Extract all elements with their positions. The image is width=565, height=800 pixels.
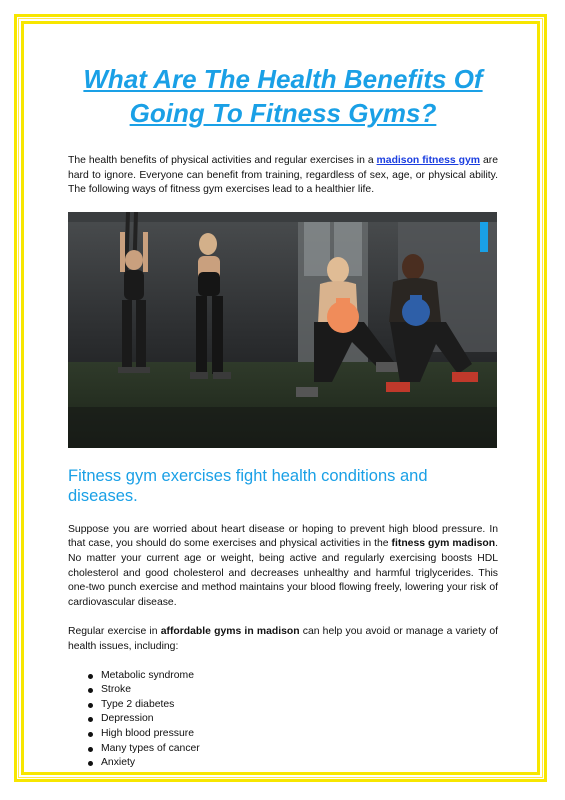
list-item: [68, 742, 498, 757]
list-item: [68, 669, 498, 684]
health-issues-paragraph: [68, 625, 498, 654]
list-item-label: High blood pressure: [101, 727, 194, 739]
bullet-icon: [88, 761, 93, 766]
bullet-icon: [88, 688, 93, 693]
bullet-icon: [88, 674, 93, 679]
bullet-icon: [88, 747, 93, 752]
list-item-label: Many types of cancer: [101, 742, 200, 754]
para2-text-end: . No matter your current age or weight, being active and regularly exercising boosts HDL cholesterol and good cholesterol and decreases unhealthy and harmful triglycerides. This one-two punch exercise and method maintains your blood flowing freely, lowering your risk of cardiovascular disease.: [68, 538, 498, 608]
fitness-gym-madison-keyword: fitness gym madison: [391, 538, 496, 550]
para3-text-start: Regular exercise in: [68, 626, 161, 638]
list-item: [68, 683, 498, 698]
list-item: [68, 756, 498, 771]
list-item-label: Depression: [101, 713, 154, 725]
list-item-label: Stroke: [101, 684, 132, 696]
list-item-label: Metabolic syndrome: [101, 669, 194, 681]
page-title: What Are The Health Benefits Of Going To Fitness Gyms?: [83, 64, 483, 128]
para3-text-end: can help you avoid or manage a variety of health issues, including:: [68, 626, 499, 652]
gym-workout-photo: [68, 212, 497, 448]
bullet-icon: [88, 703, 93, 708]
intro-text-end: are hard to ignore. Everyone can benefit from training, regardless of sex, age, or physical ability. The following ways of fitness gym exercises lead to a healthier life.: [68, 155, 498, 196]
section-heading: Fitness gym exercises fight health conditions and diseases.: [68, 466, 428, 505]
affordable-gyms-keyword: affordable gyms in madison: [160, 626, 300, 638]
list-item-label: Anxiety: [101, 757, 136, 769]
heart-disease-paragraph: [68, 523, 498, 611]
health-issues-list: [68, 669, 498, 771]
list-item: [68, 727, 498, 742]
intro-text-start: The health benefits of physical activities and regular exercises in a: [68, 155, 377, 166]
intro-paragraph: [68, 154, 498, 198]
list-item: [68, 712, 498, 727]
madison-fitness-gym-link[interactable]: madison fitness gym: [376, 155, 481, 166]
para2-text-start: Suppose you are worried about heart disease or hoping to prevent high blood pressure. In that case, you should do some exercises and physical activities in the: [68, 523, 498, 550]
document-body: [68, 62, 498, 771]
bullet-icon: [88, 732, 93, 737]
list-item-label: Type 2 diabetes: [101, 698, 175, 710]
list-item: [68, 698, 498, 713]
bullet-icon: [88, 717, 93, 722]
